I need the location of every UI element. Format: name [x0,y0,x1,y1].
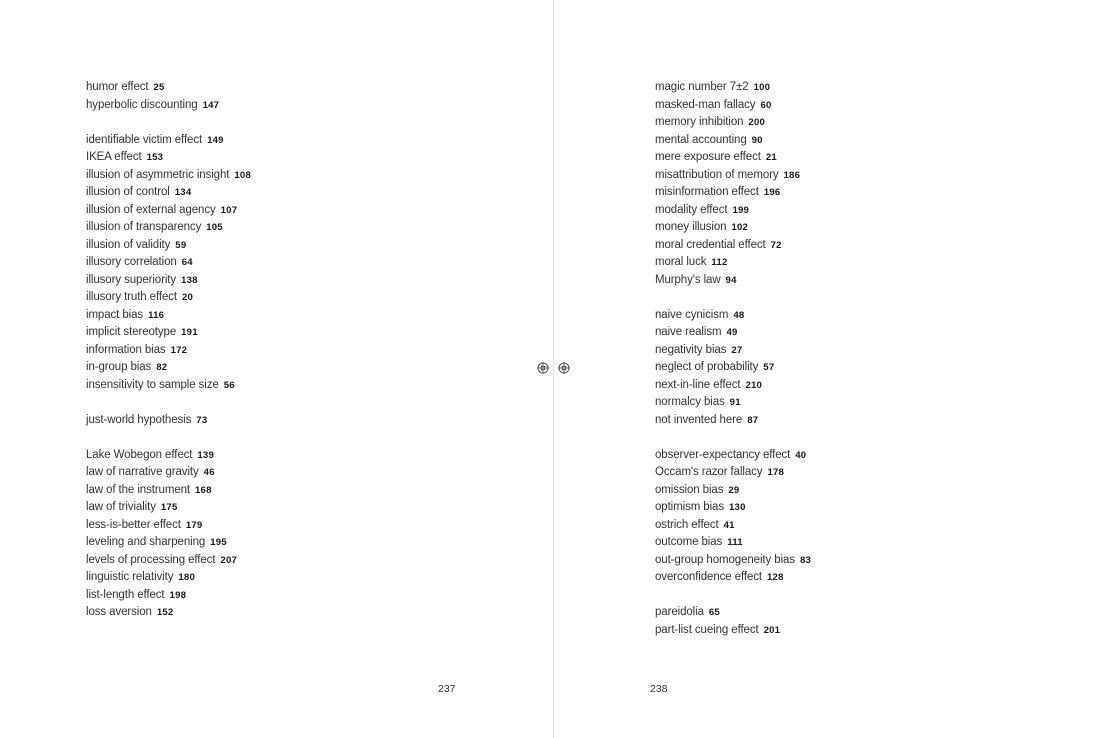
index-term: masked-man fallacy [655,98,756,111]
index-entry [86,184,251,202]
index-term: omission bias [655,483,724,496]
right-page [554,0,1107,738]
index-term: money illusion [655,221,727,233]
index-entry [655,552,811,570]
group-spacer [655,587,811,605]
index-page-ref: 102 [731,222,749,233]
index-entry [86,79,251,97]
index-entry [655,307,811,325]
index-page-ref: 27 [731,344,743,356]
index-page-ref: 83 [799,554,812,566]
index-term: overconfidence effect [655,571,763,583]
page-number-right: 238 [650,683,668,695]
index-term: loss aversion [86,606,152,618]
index-entry [86,254,251,272]
index-term: naive realism [655,326,722,338]
index-term: implicit stereotype [86,326,177,338]
index-page-ref: 57 [763,362,775,373]
index-entry [655,569,811,587]
index-entry [86,447,251,465]
index-page-ref: 105 [206,222,223,233]
index-term: illusion of transparency [86,221,202,233]
index-entry [86,569,251,587]
index-page-ref: 178 [767,467,785,478]
index-term: levels of processing effect [86,553,216,566]
index-page-ref: 116 [148,309,165,321]
index-term: IKEA effect [86,151,142,163]
index-page-ref: 134 [174,187,192,198]
index-page-ref: 200 [748,117,766,128]
index-page-ref: 172 [170,344,188,356]
index-term: law of the instrument [86,483,191,496]
index-term: not invented here [655,413,743,426]
index-page-ref: 168 [195,484,212,496]
index-term: misinformation effect [655,186,759,198]
index-page-ref: 201 [763,624,781,636]
index-page-ref: 29 [728,484,740,496]
index-entry [655,167,811,185]
index-entry [655,97,811,115]
index-page-ref: 130 [729,502,746,513]
index-entry [86,272,251,290]
index-entry [86,377,251,395]
index-entry [86,167,251,185]
index-term: memory inhibition [655,116,744,128]
index-term: information bias [86,343,166,356]
index-column-right [655,79,811,639]
index-term: observer-expectancy effect [655,448,791,461]
index-page-ref: 49 [726,327,738,338]
index-page-ref: 128 [767,572,784,583]
index-term: list-length effect [86,588,165,601]
index-page-ref: 195 [210,537,227,548]
index-term: law of triviality [86,501,156,513]
index-term: outcome bias [655,536,723,548]
index-page-ref: 100 [753,82,771,93]
index-term: insensitivity to sample size [86,378,219,391]
index-entry [655,482,811,500]
index-term: mere exposure effect [655,151,761,163]
index-page-ref: 138 [181,274,198,286]
index-page-ref: 40 [795,449,807,461]
index-term: Occam's razor fallacy [655,466,763,478]
index-column-left [86,79,251,622]
group-spacer [86,394,251,412]
index-page-ref: 59 [175,239,187,251]
index-page-ref: 147 [202,99,220,111]
index-term: neglect of probability [655,361,759,373]
index-entry [655,324,811,342]
index-entry [86,552,251,570]
index-entry [86,342,251,360]
index-term: pareidolia [655,606,704,618]
index-entry [86,517,251,535]
index-entry [86,202,251,220]
index-term: identifiable victim effect [86,133,203,146]
index-page-ref: 108 [234,169,251,181]
index-entry [86,237,251,255]
index-page-ref: 179 [185,519,203,531]
index-entry [86,324,251,342]
index-entry [655,202,811,220]
index-term: optimism bias [655,501,724,513]
index-entry [86,499,251,517]
index-page-ref: 207 [220,554,238,566]
index-entry [655,499,811,517]
index-entry [86,464,251,482]
index-page-ref: 191 [181,327,198,338]
index-term: illusion of asymmetric insight [86,168,230,181]
index-term: ostrich effect [655,518,719,531]
index-page-ref: 94 [725,274,737,286]
page-number-left: 237 [438,683,456,695]
index-entry [655,447,811,465]
index-entry [86,534,251,552]
index-page-ref: 149 [207,134,224,146]
index-entry [655,412,811,430]
registration-mark-icon [558,362,570,374]
index-page-ref: 56 [223,379,235,391]
index-entry [655,132,811,150]
index-entry [655,517,811,535]
index-term: next-in-line effect [655,378,741,391]
index-entry [655,622,811,640]
index-page-ref: 65 [708,607,720,618]
index-term: hyperbolic discounting [86,98,198,111]
index-entry [655,254,811,272]
group-spacer [655,429,811,447]
index-entry [655,604,811,622]
index-page-ref: 64 [181,257,193,268]
index-page-ref: 186 [783,169,801,181]
index-entry [86,219,251,237]
index-page-ref: 139 [197,449,214,461]
index-entry [655,219,811,237]
index-page-ref: 60 [760,99,772,111]
index-page-ref: 175 [160,502,178,513]
index-term: magic number 7±2 [655,81,749,93]
index-term: naive cynicism [655,308,729,321]
left-page [0,0,553,738]
index-page-ref: 20 [182,292,194,303]
index-entry [86,482,251,500]
index-page-ref: 152 [156,607,174,618]
index-page-ref: 199 [732,204,750,216]
index-entry [655,342,811,360]
index-term: modality effect [655,203,728,216]
index-entry [86,97,251,115]
index-page-ref: 198 [169,589,187,601]
index-term: misattribution of memory [655,168,779,181]
index-page-ref: 46 [203,467,215,478]
index-page-ref: 48 [733,309,745,321]
index-page-ref: 196 [763,187,781,198]
index-page-ref: 21 [765,152,777,163]
index-entry [655,394,811,412]
index-entry [655,184,811,202]
index-term: humor effect [86,81,149,93]
index-page-ref: 107 [220,204,238,216]
index-entry [86,587,251,605]
index-page-ref: 73 [196,414,208,426]
index-page-ref: 87 [747,414,759,426]
index-page-ref: 41 [723,519,735,531]
index-term: law of narrative gravity [86,466,199,478]
index-term: illusory correlation [86,256,177,268]
index-page-ref: 210 [745,379,763,391]
group-spacer [86,114,251,132]
group-spacer [86,429,251,447]
index-entry [655,237,811,255]
index-term: linguistic relativity [86,571,174,583]
index-term: out-group homogeneity bias [655,553,795,566]
index-page-ref: 25 [153,82,165,93]
index-term: part-list cueing effect [655,623,759,636]
index-term: moral luck [655,256,707,268]
index-entry [86,149,251,167]
index-term: less-is-better effect [86,518,181,531]
index-page-ref: 112 [711,257,728,268]
index-term: just-world hypothesis [86,413,192,426]
index-page-ref: 111 [727,537,743,548]
group-spacer [655,289,811,307]
index-term: moral credential effect [655,238,766,251]
index-entry [86,307,251,325]
index-entry [655,534,811,552]
index-entry [655,114,811,132]
index-term: impact bias [86,308,144,321]
index-term: illusion of validity [86,238,171,251]
index-entry [655,149,811,167]
index-entry [86,289,251,307]
index-entry [86,359,251,377]
index-entry [655,377,811,395]
index-entry [655,79,811,97]
index-page-ref: 72 [770,239,782,251]
index-page-ref: 153 [146,152,164,163]
index-term: normalcy bias [655,396,725,408]
index-entry [86,604,251,622]
index-term: illusion of control [86,186,170,198]
index-entry [86,412,251,430]
index-entry [86,132,251,150]
index-entry [655,272,811,290]
index-entry [655,464,811,482]
index-term: illusion of external agency [86,203,216,216]
index-term: Lake Wobegon effect [86,448,193,461]
index-term: illusory superiority [86,273,177,286]
index-page-ref: 91 [729,397,741,408]
index-entry [655,359,811,377]
index-page-ref: 90 [751,134,763,146]
index-term: negativity bias [655,343,727,356]
index-term: illusory truth effect [86,291,178,303]
index-term: mental accounting [655,133,747,146]
index-page-ref: 82 [156,362,168,373]
index-page-ref: 180 [178,572,195,583]
index-term: Murphy's law [655,273,721,286]
index-term: in-group bias [86,361,152,373]
registration-mark-icon [537,362,549,374]
index-term: leveling and sharpening [86,536,206,548]
